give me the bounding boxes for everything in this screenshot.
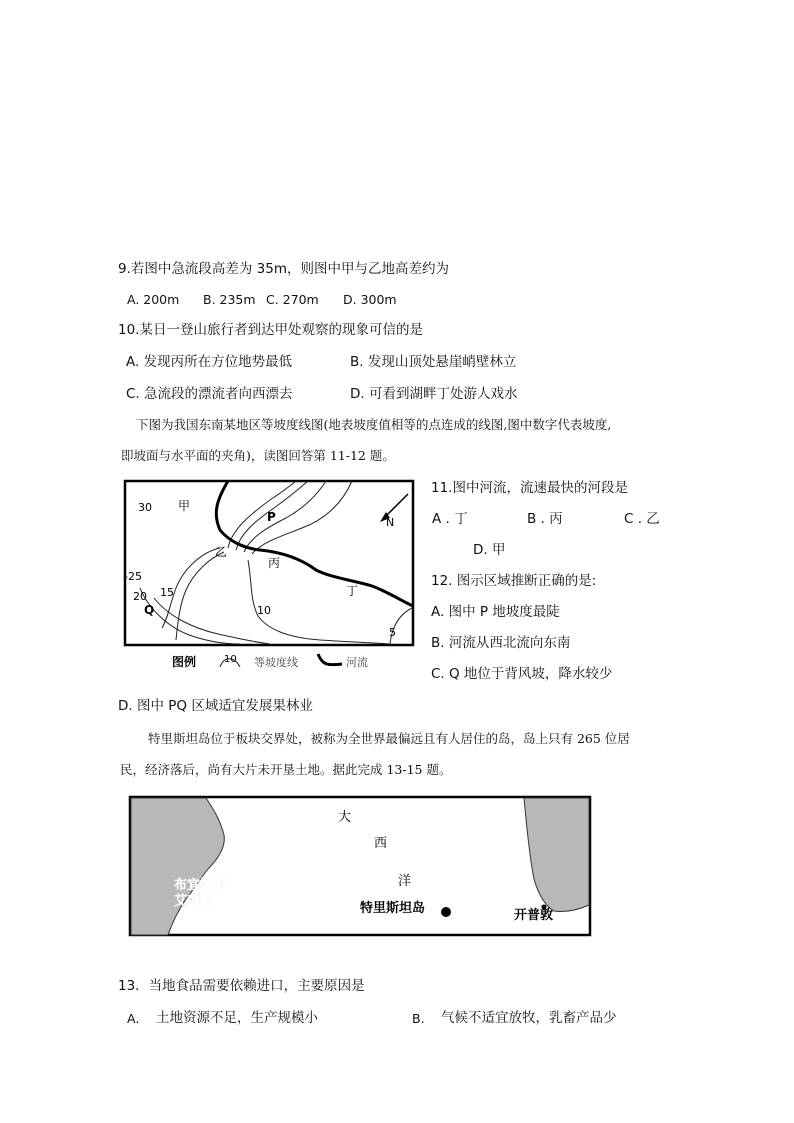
slope-contour-map [120, 478, 420, 678]
q11-option-c: C . 乙 [624, 511, 660, 527]
q10-option-c: C. 急流段的漂流者向西漂去 [126, 386, 293, 402]
label-25: -25 [124, 570, 142, 583]
q13-option-a-letter: A. [127, 1011, 140, 1026]
legend-contour-value: 10 [224, 654, 237, 665]
q13-option-b-letter: B. [412, 1011, 425, 1026]
question-10-stem: 10.某日一登山旅行者到达甲处观察的现象可信的是 [118, 322, 423, 338]
label-20: 20 [133, 590, 147, 603]
question-9-stem: 9.若图中急流段高差为 35m，则图中甲与乙地高差约为 [118, 261, 449, 277]
q9-option-c: C. 270m [266, 292, 319, 307]
label-bing: 丙 [268, 556, 281, 570]
q9-option-a: A. 200m [127, 292, 180, 307]
label-ding: 丁 [346, 584, 359, 598]
legend-river-label: 河流 [346, 656, 368, 669]
question-11-stem: 11.图中河流，流速最快的河段是 [431, 480, 628, 496]
label-buenos-aires-2: 艾利斯 [174, 894, 214, 909]
label-yang: 洋 [398, 874, 412, 889]
q11-option-a: A . 丁 [432, 511, 468, 527]
label-30: 30 [138, 501, 152, 514]
q10-option-b: B. 发现山顶处悬崖峭壁林立 [350, 354, 517, 370]
tristan-island-marker [441, 907, 451, 917]
label-yi: 乙 [215, 545, 228, 559]
label-p: P [267, 510, 276, 524]
question-12-stem: 12. 图示区域推断正确的是: [431, 573, 597, 589]
q11-option-b: B . 丙 [527, 511, 563, 527]
q10-option-a: A. 发现丙所在方位地势最低 [126, 354, 293, 370]
q12-option-b: B. 河流从西北流向东南 [431, 635, 571, 651]
label-da: 大 [338, 810, 352, 825]
south-atlantic-map [128, 795, 592, 937]
legend-contour-label: 等坡度线 [254, 656, 298, 669]
label-tristan-island: 特里斯坦岛 [360, 901, 426, 916]
q10-option-d: D. 可看到湖畔丁处游人戏水 [350, 386, 518, 402]
legend-title: 图例 [172, 655, 197, 669]
q12-option-d: D. 图中 PQ 区域适宜发展果林业 [118, 698, 313, 714]
label-5: 5 [389, 626, 396, 639]
map-legend [172, 654, 368, 669]
label-n: N [386, 516, 395, 529]
intro-1-line-1: 下图为我国东南某地区等坡度线图(地表坡度值相等的点连成的线图,图中数字代表坡度, [136, 417, 612, 432]
q9-option-b: B. 235m [203, 292, 256, 307]
label-xi: 西 [374, 836, 388, 851]
intro-2-line-2: 民，经济落后，尚有大片未开垦土地。据此完成 13-15 题。 [120, 762, 452, 777]
label-15: 15 [160, 586, 174, 599]
question-13-stem: 13．当地食品需要依赖进口，主要原因是 [118, 978, 365, 994]
q13-option-a: 土地资源不足，生产规模小 [156, 1010, 318, 1026]
q12-option-a: A. 图中 P 地坡度最陡 [431, 604, 560, 620]
label-buenos-aires-1: 布宜诺斯 [174, 878, 227, 893]
intro-1-line-2: 即坡面与水平面的夹角)，读图回答第 11-12 题。 [121, 448, 395, 463]
q11-option-d: D. 甲 [473, 542, 506, 558]
label-10: 10 [257, 604, 271, 617]
label-capetown: 开普敦 [514, 908, 554, 923]
q9-option-d: D. 300m [343, 292, 397, 307]
label-jia: 甲 [178, 499, 191, 513]
q13-option-b: 气候不适宜放牧，乳畜产品少 [441, 1010, 617, 1026]
label-q: Q [144, 603, 155, 617]
intro-2-line-1: 特里斯坦岛位于板块交界处，被称为全世界最偏远且有人居住的岛，岛上只有 265 位居 [148, 731, 630, 746]
q12-option-c: C. Q 地位于背风坡，降水较少 [431, 666, 613, 682]
